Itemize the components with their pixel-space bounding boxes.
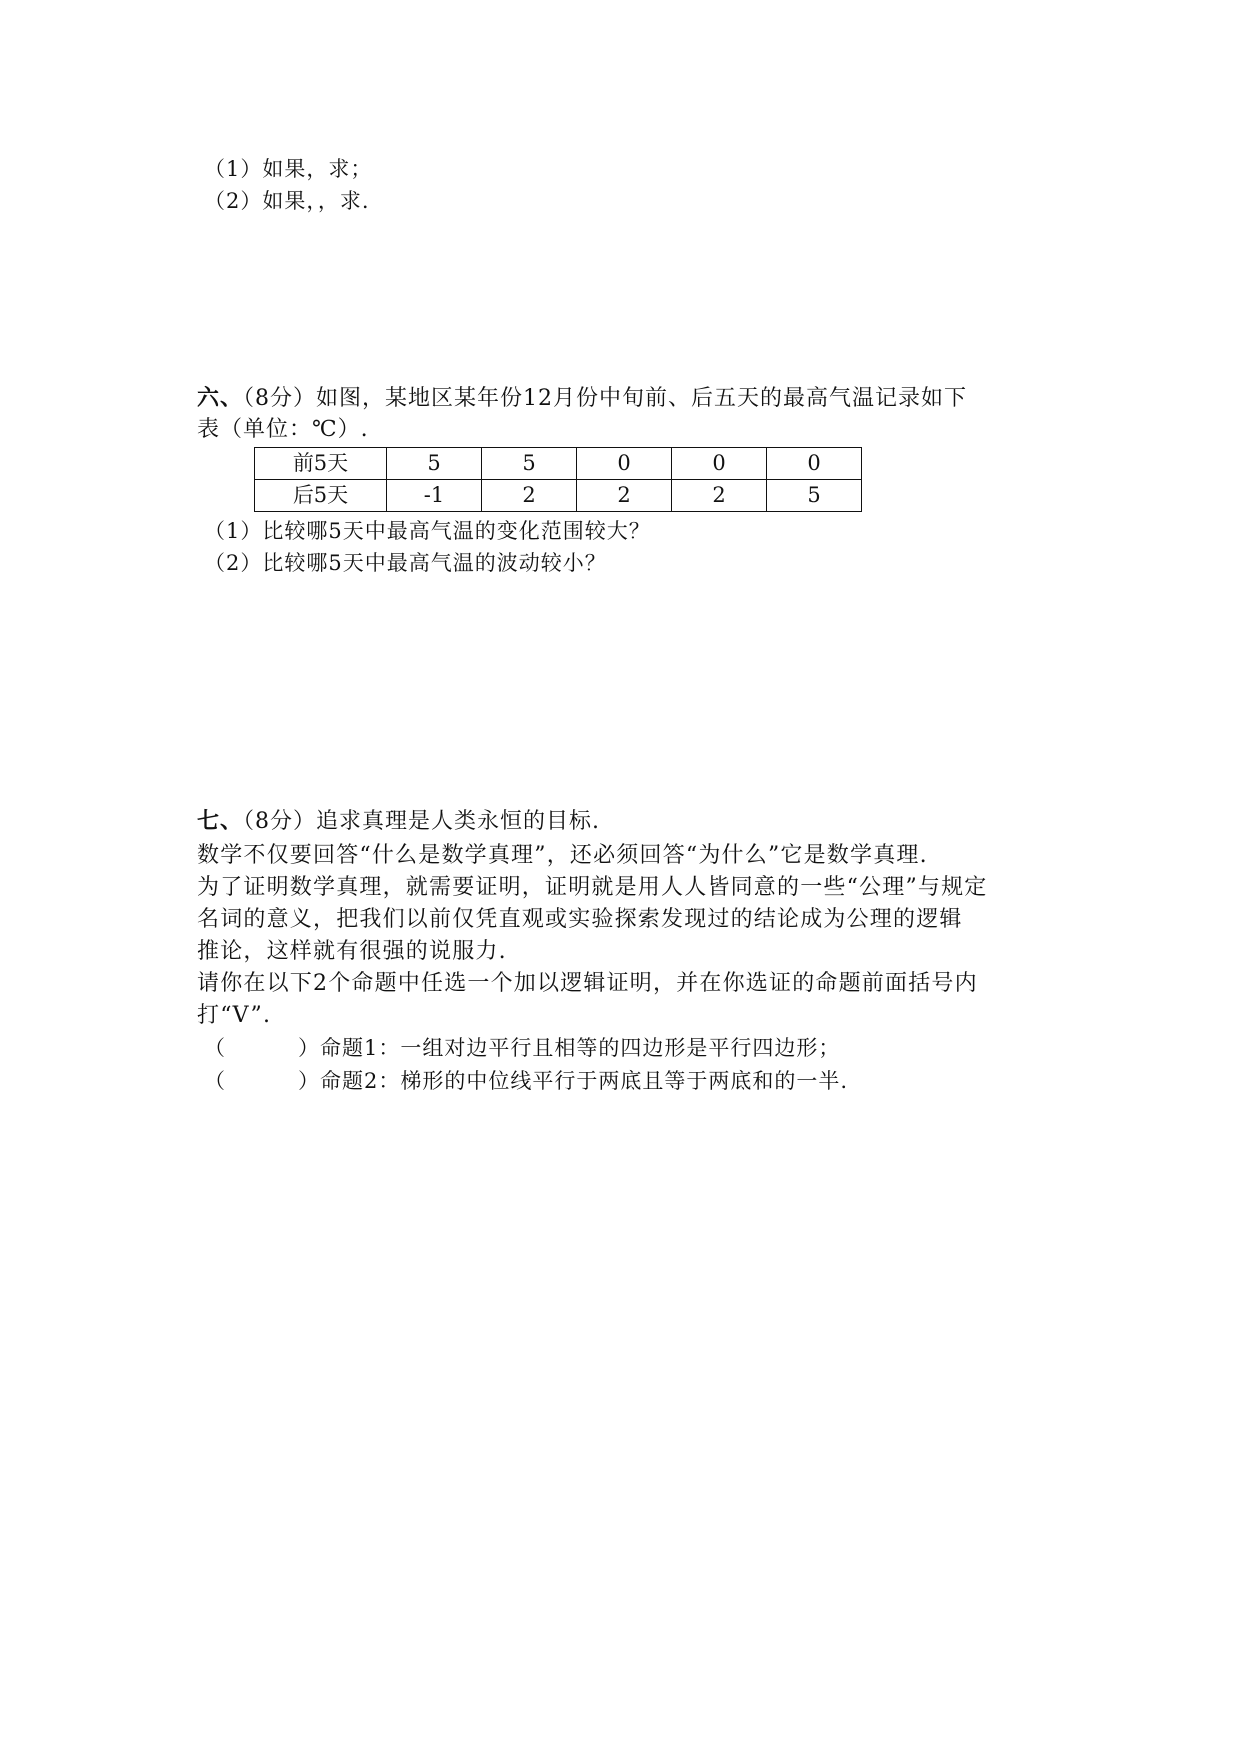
- section-six-number: 六、: [197, 385, 244, 411]
- section-seven-number: 七、: [197, 808, 244, 834]
- table-cell: 5: [387, 448, 482, 480]
- answer-bracket-close: ）: [298, 1069, 320, 1093]
- table-cell: 2: [672, 480, 767, 512]
- body-line: 名词的意义，把我们以前仅凭直观或实验探索发现过的结论成为公理的逻辑: [197, 907, 963, 932]
- table-cell: 2: [482, 480, 577, 512]
- section-seven-body: [197, 840, 988, 1032]
- question-6-part-2: （2）比较哪5天中最高气温的波动较小？: [204, 551, 607, 575]
- table-cell: 0: [672, 448, 767, 480]
- proposition-2: [204, 1067, 848, 1095]
- body-line: 为了证明数学真理，就需要证明，证明就是用人人皆同意的一些“公理”与规定: [197, 875, 988, 900]
- answer-bracket-open: （: [204, 1069, 226, 1093]
- question-5-part-2: （2）如果，，求.: [204, 189, 370, 213]
- answer-bracket-open: （: [204, 1036, 226, 1060]
- section-seven-intro: （8分）追求真理是人类永恒的目标.: [243, 809, 601, 834]
- body-line: 数学不仅要回答“什么是数学真理”，还必须回答“为什么”它是数学真理.: [197, 843, 928, 868]
- proposition-text: 命题2：梯形的中位线平行于两底且等于两底和的一半.: [320, 1069, 849, 1093]
- temperature-table: [254, 447, 862, 512]
- row-label: 后5天: [255, 480, 387, 512]
- question-5-part-1: （1）如果，求；: [204, 157, 373, 181]
- table-cell: 0: [767, 448, 862, 480]
- table-row-first-five-days: [255, 448, 862, 480]
- section-seven-heading: [197, 807, 600, 836]
- table-cell: 5: [482, 448, 577, 480]
- table-cell: 0: [577, 448, 672, 480]
- row-label: 前5天: [255, 448, 387, 480]
- answer-bracket-close: ）: [298, 1036, 320, 1060]
- body-line: 请你在以下2个命题中任选一个加以逻辑证明，并在你选证的命题前面括号内: [197, 971, 978, 996]
- table-cell: -1: [387, 480, 482, 512]
- section-six-heading: [197, 384, 967, 413]
- table-row-last-five-days: [255, 480, 862, 512]
- section-six-intro-line2: 表（单位：℃）.: [197, 417, 369, 442]
- table-cell: 5: [767, 480, 862, 512]
- proposition-1: [204, 1034, 840, 1062]
- body-line: 推论，这样就有很强的说服力.: [197, 939, 507, 964]
- table-cell: 2: [577, 480, 672, 512]
- proposition-text: 命题1：一组对边平行且相等的四边形是平行四边形；: [320, 1036, 841, 1060]
- section-six-intro: （8分）如图，某地区某年份12月份中旬前、后五天的最高气温记录如下: [243, 386, 968, 411]
- body-line: 打“V”.: [197, 1003, 272, 1028]
- question-6-part-1: （1）比较哪5天中最高气温的变化范围较大？: [204, 519, 651, 543]
